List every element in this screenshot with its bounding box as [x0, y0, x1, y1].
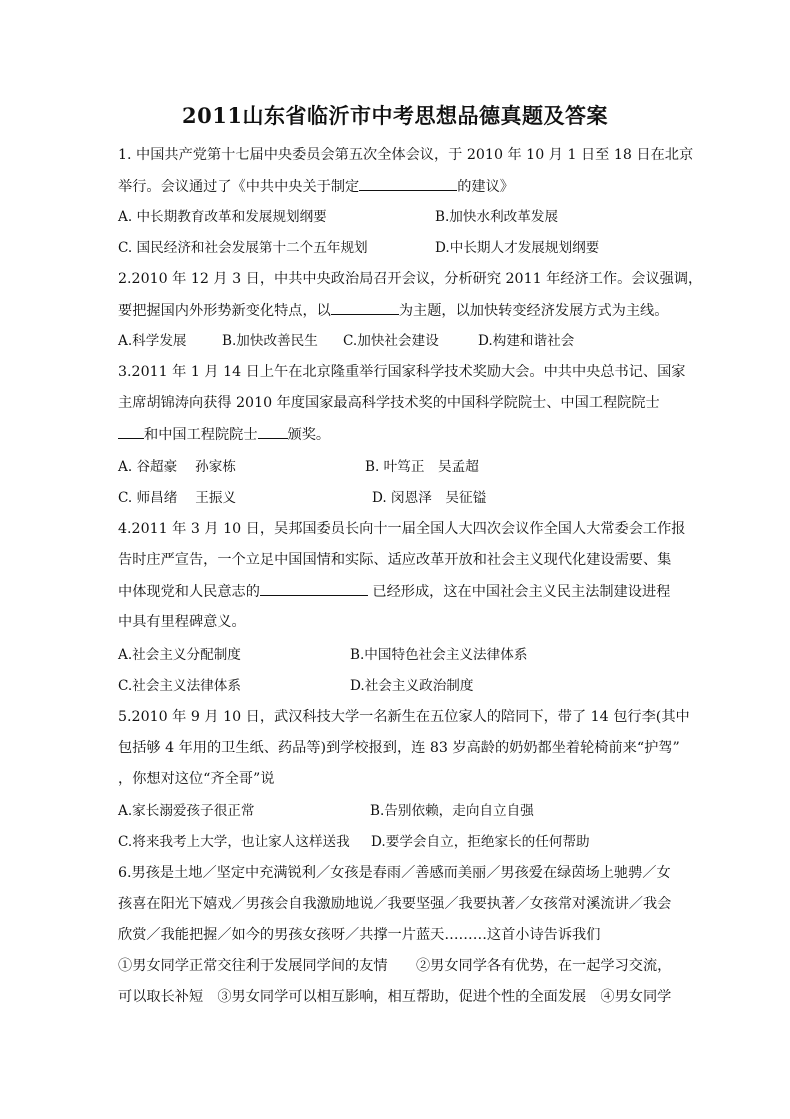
q5-line-3: ，你想对这位“齐全哥”说	[118, 771, 275, 787]
q4-line-2: 告时庄严宣告，一个立足中国国情和实际、适应改革开放和社会主义现代化建设需要、集	[118, 552, 672, 568]
q4-line-3	[118, 582, 670, 601]
q2-option-a: A.科学发展	[118, 333, 187, 349]
q1-option-a: A. 中长期教育改革和发展规划纲要	[118, 209, 327, 225]
q2-line-1: 2.2010 年 12 月 3 日，中共中央政治局召开会议，分析研究 2011 年经济工作。会议强调，	[118, 271, 703, 287]
q5-line-2: 包括够 4 年用的卫生纸、药品等)到学校报到，连 83 岁高龄的奶奶都坐着轮椅前来“护驾”	[118, 740, 680, 756]
q1-option-b: B.加快水利改革发展	[435, 209, 559, 225]
q6-line-3: 欣赏／我能把握／如今的男孩女孩呀／共撑一片蓝天………这首小诗告诉我们	[118, 927, 601, 943]
q1-line-2-end: 的建议》	[457, 179, 514, 195]
q2-option-c: C.加快社会建设	[343, 333, 439, 349]
q3-option-c: C. 师昌绪 王振义	[118, 490, 237, 506]
q3-blank-1	[118, 425, 144, 439]
q4-blank	[260, 582, 368, 596]
q5-option-a: A.家长溺爱孩子很正常	[118, 803, 255, 819]
q4-line-3-start: 中体现党和人民意志的	[118, 584, 260, 600]
q5-option-b: B.告别依赖，走向自立自强	[370, 803, 534, 819]
q4-option-c: C.社会主义法律体系	[118, 678, 241, 694]
q4-line-3-end: 已经形成，这在中国社会主义民主法制建设进程	[367, 584, 671, 600]
q2-option-d: D.构建和谐社会	[478, 333, 575, 349]
q3-line-3-end: 颁奖。	[287, 427, 331, 443]
q2-blank	[331, 301, 399, 315]
q4-option-d: D.社会主义政治制度	[350, 678, 474, 694]
q1-line-1: 1. 中国共产党第十七届中央委员会第五次全体会议，于 2010 年 10 月 1 日至 18 日在北京	[118, 147, 694, 163]
q3-line-3	[118, 425, 330, 444]
q3-line-3-middle: 和中国工程院院士	[144, 427, 258, 443]
q1-line-2-start: 举行。会议通过了《中共中央关于制定	[118, 179, 360, 195]
q4-option-b: B.中国特色社会主义法律体系	[350, 647, 528, 663]
q3-line-2: 主席胡锦涛向获得 2010 年度国家最高科学技术奖的中国科学院院士、中国工程院院士	[118, 395, 660, 411]
page-title: 2011山东省临沂市中考思想品德真题及答案	[182, 103, 608, 128]
q1-option-d: D.中长期人才发展规划纲要	[435, 240, 600, 256]
q6-line-1: 6.男孩是土地／坚定中充满锐利／女孩是春雨／善感而美丽／男孩爱在绿茵场上驰骋／女	[118, 865, 671, 881]
q3-option-b: B. 叶笃正 吴孟超	[365, 459, 479, 475]
q2-line-2-end: 为主题，以加快转变经济发展方式为主线。	[398, 303, 669, 319]
q6-line-2: 孩喜在阳光下嬉戏／男孩会自我激励地说／我要坚强／我要执著／女孩常对溪流讲／我会	[118, 896, 672, 912]
q3-option-a: A. 谷超豪 孙家栋	[118, 459, 236, 475]
q5-option-c: C.将来我考上大学，也让家人这样送我	[118, 834, 350, 850]
q4-line-4: 中具有里程碑意义。	[118, 614, 246, 630]
q3-option-d: D. 闵恩泽 吴征镒	[372, 490, 487, 506]
q3-line-1: 3.2011 年 1 月 14 日上午在北京隆重举行国家科学技术奖励大会。中共中央总书记、国家	[118, 364, 686, 380]
q5-line-1: 5.2010 年 9 月 10 日，武汉科技大学一名新生在五位家人的陪同下，带了 14 包行李(其中	[118, 709, 690, 725]
q4-option-a: A.社会主义分配制度	[118, 647, 241, 663]
q1-blank	[359, 177, 457, 191]
q6-line-4: ①男女同学正常交往利于发展同学间的友情 ②男女同学各有优势，在一起学习交流，	[118, 958, 672, 974]
q6-line-5: 可以取长补短 ③男女同学可以相互影响，相互帮助，促进个性的全面发展 ④男女同学	[118, 989, 672, 1005]
q3-blank-2	[258, 425, 288, 439]
q5-option-d: D.要学会自立，拒绝家长的任何帮助	[371, 834, 590, 850]
q1-line-2	[118, 177, 514, 196]
q2-line-2-start: 要把握国内外形势新变化特点，以	[118, 303, 331, 319]
q1-option-c: C. 国民经济和社会发展第十二个五年规划	[118, 240, 368, 256]
q4-line-1: 4.2011 年 3 月 10 日，吴邦国委员长向十一届全国人大四次会议作全国人大常委会工作报	[118, 521, 686, 537]
q2-line-2	[118, 301, 668, 320]
q2-option-b: B.加快改善民生	[222, 333, 318, 349]
